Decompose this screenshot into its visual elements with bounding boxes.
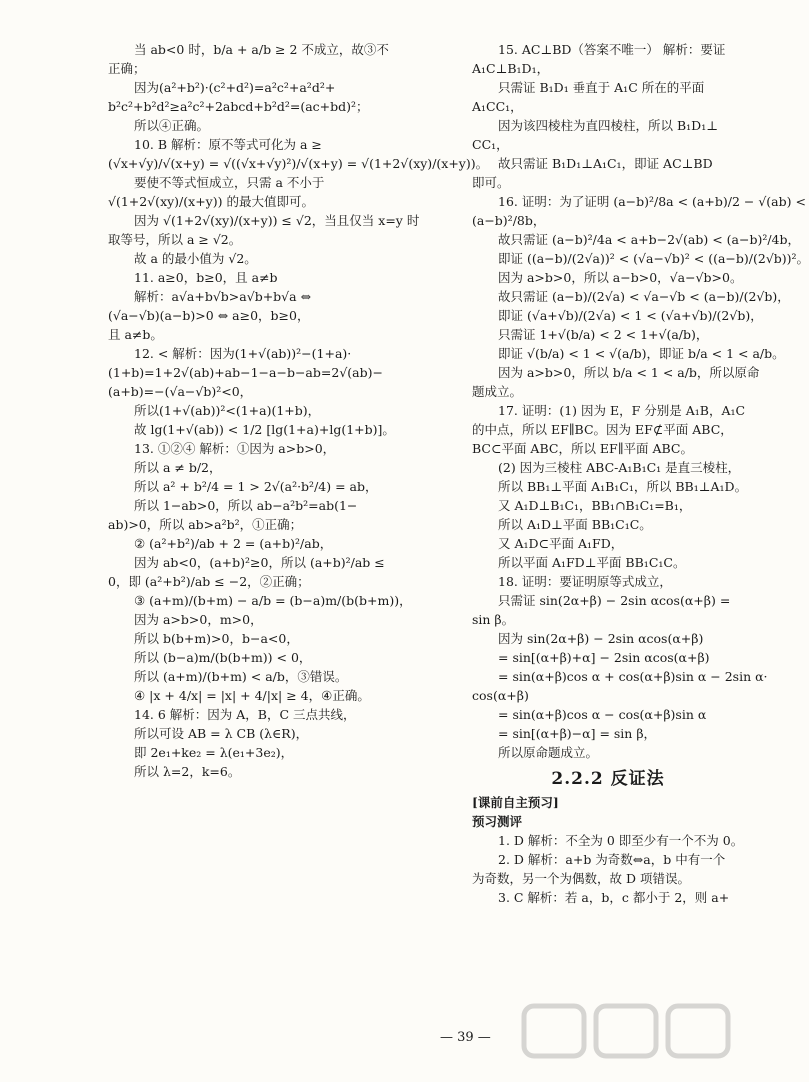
right-text-line: 17. 证明：(1) 因为 E，F 分别是 A₁B，A₁C [498, 403, 746, 418]
left-text-line: 因为 √(1+2√(xy)/(x+y)) ≤ √2，当且仅当 x=y 时 [134, 213, 420, 228]
left-text-line: 0，即 (a²+b²)/ab ≤ −2，②正确； [108, 574, 310, 589]
left-text-line: 所以(1+√(ab))²<(1+a)(1+b)， [134, 403, 321, 418]
left-text-line: 正确； [108, 61, 146, 76]
left-text-line: 故 a 的最小值为 √2。 [134, 251, 257, 266]
left-text-line: 因为(a²+b²)·(c²+d²)=a²c²+a²d²+ [134, 80, 336, 95]
right-text-line: 即证 (√a+√b)/(2√a) < 1 < (√a+√b)/(2√b)， [498, 308, 763, 323]
section-text-line: 3. C 解析：若 a，b，c 都小于 2，则 a+ [498, 890, 730, 905]
right-text-line: 即证 √(b/a) < 1 < √(a/b)，即证 b/a < 1 < a/b。 [498, 346, 785, 361]
right-text-line: A₁CC₁， [472, 99, 523, 114]
section-answer-lines [472, 831, 744, 907]
left-text-line: 所以 (b−a)m/(b(b+m)) < 0， [134, 650, 312, 665]
left-text-line: 要使不等式恒成立，只需 a 不小于 [134, 175, 325, 190]
section-text-line: 1. D 解析：不全为 0 即至少有一个不为 0。 [498, 833, 744, 848]
left-text-line: 故 lg(1+√(ab)) < 1/2 [lg(1+a)+lg(1+b)]。 [134, 422, 395, 437]
left-text-line: 当 ab<0 时，b/a + a/b ≥ 2 不成立，故③不 [134, 42, 389, 57]
right-text-line: 所以平面 A₁FD⊥平面 BB₁C₁C。 [498, 555, 686, 570]
right-text-line: (2) 因为三棱柱 ABC-A₁B₁C₁ 是直三棱柱， [498, 460, 741, 475]
page-number: — 39 — [440, 1030, 491, 1045]
left-text-line: 所以 1−ab>0，所以 ab−a²b²=ab(1− [134, 498, 358, 513]
right-text-line: 即可。 [472, 175, 510, 190]
right-text-line: 又 A₁D⊂平面 A₁FD， [498, 536, 624, 551]
right-text-line: 故只需证 B₁D₁⊥A₁C₁，即证 AC⊥BD [498, 156, 713, 171]
right-text-line: sin β。 [472, 612, 515, 627]
left-text-line: ab)>0，所以 ab>a²b²，①正确； [108, 517, 303, 532]
left-text-line: 所以 a ≠ b/2， [134, 460, 222, 475]
right-text-line: cos(α+β) [472, 688, 529, 703]
right-text-line: 所以原命题成立。 [498, 745, 599, 760]
right-text-line: = sin[(α+β)+α] − 2sin αcos(α+β) [498, 650, 710, 665]
right-text-line: 15. AC⊥BD（答案不唯一） 解析：要证 [498, 42, 726, 57]
right-text-line: 故只需证 (a−b)/(2√a) < √a−√b < (a−b)/(2√b)， [498, 289, 790, 304]
section-bracket-label: [课前自主预习] [472, 795, 559, 810]
right-text-line: A₁C⊥B₁D₁， [472, 61, 550, 76]
left-text-line: 且 a≠b。 [108, 327, 163, 342]
section-sub-label: 预习测评 [472, 814, 523, 829]
left-text-line: ③ (a+m)/(b+m) − a/b = (b−a)m/(b(b+m))， [134, 593, 412, 608]
left-text-line: (√a−√b)(a−b)>0 ⇔ a≥0，b≥0， [108, 308, 310, 323]
left-text-line: (1+b)=1+2√(ab)+ab−1−a−b−ab=2√(ab)− [108, 365, 383, 380]
left-text-line: ④ |x + 4/x| = |x| + 4/|x| ≥ 4，④正确。 [134, 688, 370, 703]
right-text-line: 因为 a>b>0，所以 b/a < 1 < a/b，所以原命 [498, 365, 760, 380]
left-text-line: 所以④正确。 [134, 118, 210, 133]
right-text-line: 故只需证 (a−b)²/4a < a+b−2√(ab) < (a−b)²/4b， [498, 232, 801, 247]
right-text-line: = sin[(α+β)−α] = sin β， [498, 726, 657, 741]
section-title: 2.2.2 反证法 [551, 769, 665, 789]
right-text-line: 只需证 sin(2α+β) − 2sin αcos(α+β) = [498, 593, 731, 608]
left-text-line: b²c²+b²d²≥a²c²+2abcd+b²d²=(ac+bd)²； [108, 99, 369, 114]
left-text-line: 解析：a√a+b√b>a√b+b√a ⇔ [134, 289, 312, 304]
right-text-line: CC₁， [472, 137, 509, 152]
right-text-line: 的中点，所以 EF∥BC。因为 EF⊄平面 ABC， [472, 422, 733, 437]
left-text-line: 所以 (a+m)/(b+m) < a/b，③错误。 [134, 669, 348, 684]
left-text-line: 所以 b(b+m)>0，b−a<0， [134, 631, 299, 646]
left-text-line: 11. a≥0，b≥0，且 a≠b [134, 270, 278, 285]
left-text-line: 10. B 解析：原不等式可化为 a ≥ [134, 137, 322, 152]
left-text-line: 13. ①②④ 解析：①因为 a>b>0， [134, 441, 336, 456]
left-text-line: 因为 a>b>0，m>0， [134, 612, 263, 627]
left-text-line: 12. < 解析：因为(1+√(ab))²−(1+a)· [134, 346, 352, 361]
left-text-line: (√x+√y)/√(x+y) = √((√x+√y)²)/√(x+y) = √(1+2√(xy)/(x+y))。 [108, 156, 489, 171]
right-text-line: 即证 ((a−b)/(2√a))² < (√a−√b)² < ((a−b)/(2√b))²。 [498, 251, 809, 266]
left-text-line: 所以可设 AB = λ CB (λ∈R)， [134, 726, 309, 741]
right-text-line: 又 A₁D⊥B₁C₁，BB₁∩B₁C₁=B₁， [498, 498, 692, 513]
section-text-line: 2. D 解析：a+b 为奇数⇔a，b 中有一个 [498, 852, 726, 867]
left-text-line: 所以 λ=2，k=6。 [134, 764, 241, 779]
right-text-line: 所以 A₁D⊥平面 BB₁C₁C。 [498, 517, 652, 532]
right-column [472, 40, 809, 907]
right-text-line: 因为该四棱柱为直四棱柱，所以 B₁D₁⊥ [498, 118, 718, 133]
right-text-line: 18. 证明：要证明原等式成立， [498, 574, 672, 589]
right-text-line: BC⊂平面 ABC，所以 EF∥平面 ABC。 [472, 441, 693, 456]
section-text-line: 为奇数，另一个为偶数，故 D 项错误。 [472, 871, 690, 886]
right-answer-lines [472, 40, 809, 762]
left-text-line: 14. 6 解析：因为 A，B，C 三点共线， [134, 707, 356, 722]
left-text-line: ② (a²+b²)/ab + 2 = (a+b)²/ab， [134, 536, 333, 551]
right-text-line: 因为 sin(2α+β) − 2sin αcos(α+β) [498, 631, 704, 646]
watermark-logo [520, 998, 740, 1078]
right-text-line: = sin(α+β)cos α + cos(α+β)sin α − 2sin α· [498, 669, 768, 684]
left-text-line: 因为 ab<0，(a+b)²≥0，所以 (a+b)²/ab ≤ [134, 555, 385, 570]
left-text-line: 取等号，所以 a ≥ √2。 [108, 232, 242, 247]
right-text-line: 所以 BB₁⊥平面 A₁B₁C₁，所以 BB₁⊥A₁D。 [498, 479, 748, 494]
right-text-line: 16. 证明：为了证明 (a−b)²/8a < (a+b)/2 − √(ab) < [498, 194, 806, 209]
left-column [108, 40, 489, 781]
right-text-line: 只需证 B₁D₁ 垂直于 A₁C 所在的平面 [498, 80, 705, 95]
left-text-line: √(1+2√(xy)/(x+y)) 的最大值即可。 [108, 194, 314, 209]
right-text-line: 题成立。 [472, 384, 523, 399]
left-text-line: 所以 a² + b²/4 = 1 > 2√(a²·b²/4) = ab， [134, 479, 378, 494]
left-text-line: 即 2e₁+ke₂ = λ(e₁+3e₂)， [134, 745, 294, 760]
right-text-line: 只需证 1+√(b/a) < 2 < 1+√(a/b)， [498, 327, 709, 342]
right-text-line: 因为 a>b>0，所以 a−b>0，√a−√b>0。 [498, 270, 743, 285]
right-text-line: = sin(α+β)cos α − cos(α+β)sin α [498, 707, 707, 722]
left-text-line: (a+b)=−(√a−√b)²<0， [108, 384, 253, 399]
right-text-line: (a−b)²/8b， [472, 213, 546, 228]
